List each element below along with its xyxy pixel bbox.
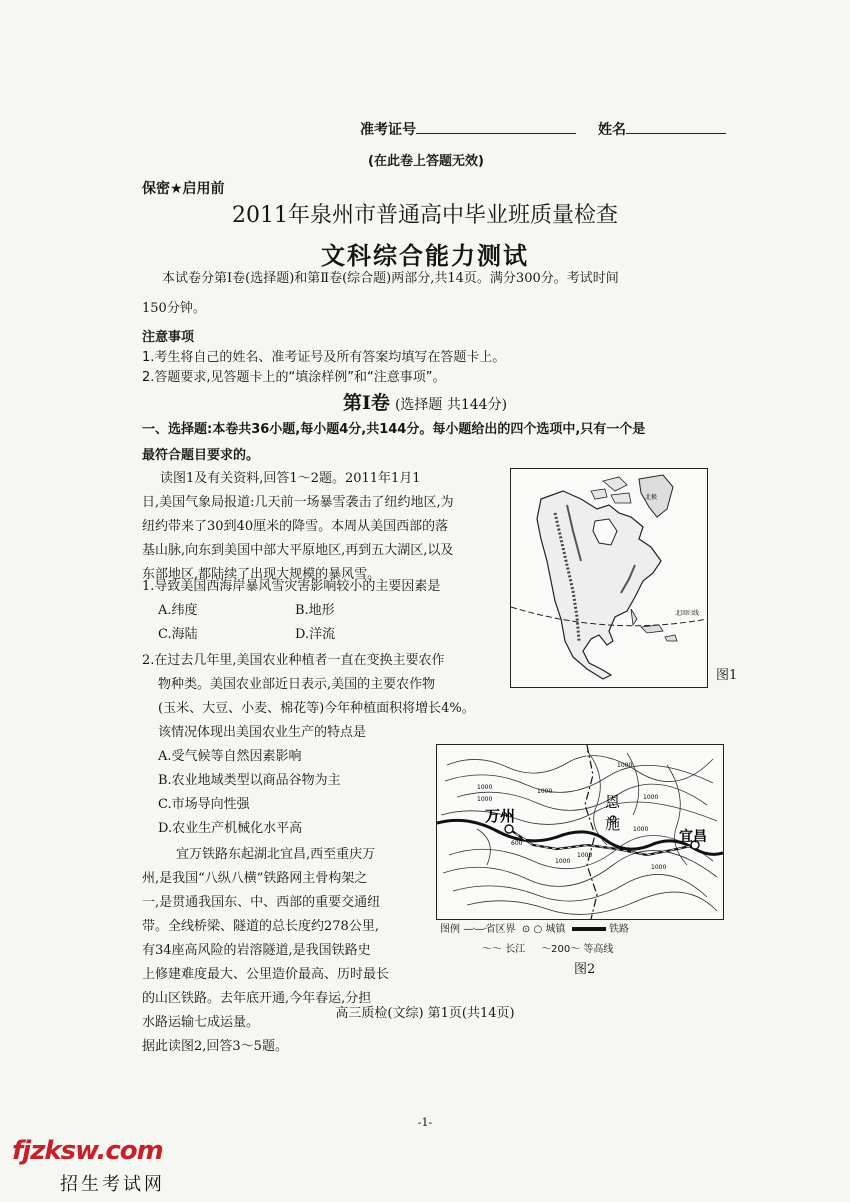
q2-stem-line-1: 2.在过去几年里,美国农业种植者一直在变换主要农作 [142, 653, 445, 668]
city-yichang: 宜昌 [679, 829, 707, 845]
passage1-line-3: 纽约带来了30到40厘米的降雪。本周从美国西部的落 [142, 519, 449, 534]
passage2-end: 据此读图2,回答3～5题。 [142, 1039, 288, 1054]
yiwan-railway-map-graphic [437, 745, 723, 919]
note-item-1: 1.考生将自己的姓名、准考证号及所有答案均填写在答题卡上。 [142, 350, 506, 365]
note-item-2: 2.答题要求,见答题卡上的“填涂样例”和“注意事项”。 [142, 370, 446, 385]
legend-town: 城镇 [545, 924, 566, 935]
legend-river: 长江 [505, 944, 526, 955]
figure-1-map [510, 468, 708, 688]
section-instruction-line-2: 最符合题目要求的。 [142, 448, 260, 463]
exam-id-blank [416, 119, 576, 134]
q2-option-b: B.农业地域类型以商品谷物为主 [158, 773, 341, 788]
contour-label: 600 [511, 840, 523, 847]
figure-2-legend-row-2 [482, 940, 613, 955]
q2-option-d: D.农业生产机械化水平高 [158, 821, 303, 836]
figure-1-caption: 图1 [716, 668, 738, 683]
contour-label: 1000 [651, 864, 667, 871]
q2-stem-line-2: 物种类。美国农业部近日表示,美国的主要农作物 [158, 677, 436, 692]
site-logo: fjzksw.com [12, 1136, 163, 1166]
q1-option-c: C.海陆 [158, 627, 198, 642]
legend-river-icon: 〜〜 [482, 944, 502, 955]
passage2-line-1: 宜万铁路东起湖北宜昌,西至重庆万 [176, 847, 376, 862]
q2-stem-line-4: 该情况体现出美国农业生产的特点是 [158, 725, 367, 740]
legend-town-icon: ⊙ ○ [521, 924, 543, 935]
figure-2-caption: 图2 [574, 962, 596, 977]
contour-label: 1000 [477, 784, 493, 791]
passage1-line-2: 日,美国气象局报道:几天前一场暴雪袭击了纽约地区,为 [142, 495, 454, 510]
exam-subtitle: 文科综合能力测试 [321, 241, 529, 270]
notes-heading: 注意事项 [142, 330, 195, 345]
legend-title: 图例 [440, 924, 460, 935]
exam-id-label: 准考证号 [360, 122, 416, 138]
exam-title: 2011年泉州市普通高中毕业班质量检查 [232, 203, 618, 228]
name-field [598, 118, 726, 143]
intro-line-1: 本试卷分第Ⅰ卷(选择题)和第Ⅱ卷(综合题)两部分,共14页。满分300分。考试时间 [162, 271, 619, 286]
passage1-line-4: 基山脉,向东到美国中部大平原地区,再到五大湖区,以及 [142, 543, 454, 558]
legend-contour-icon: ～ [541, 944, 552, 955]
legend-contour: 等高线 [583, 944, 614, 955]
secret-label: 保密★启用前 [142, 181, 225, 197]
name-blank [626, 119, 726, 134]
passage2-line-5: 有34座高风险的岩溶隧道,是我国铁路史 [142, 943, 371, 958]
q2-option-c: C.市场导向性强 [158, 797, 250, 812]
section-instruction-line-1: 一、选择题:本卷共36小题,每小题4分,共144分。每小题给出的四个选项中,只有一个是 [142, 422, 646, 437]
passage1-line-5: 东部地区,都陆续了出现大规模的暴风雪。 [142, 567, 381, 582]
section-title [0, 388, 850, 415]
site-logo-cn: 招生考试网 [60, 1174, 165, 1195]
figure-2-legend: 图例 —·—·省区界 ⊙ ○ 城镇 铁路 [440, 924, 629, 935]
intro-line-2: 150分钟。 [142, 301, 206, 316]
contour-label: 1000 [555, 858, 571, 865]
section-title-main: 第Ⅰ卷 [342, 392, 390, 414]
contour-label: 1000 [477, 796, 493, 803]
answer-invalid-notice: (在此卷上答题无效) [368, 154, 484, 169]
q1-option-d: D.洋流 [295, 627, 336, 642]
contour-label: 1000 [643, 794, 659, 801]
map-char-en: 恩 [605, 793, 621, 811]
section-title-sub: (选择题 共144分) [394, 397, 508, 413]
contour-label: 1000 [633, 826, 649, 833]
name-label: 姓名 [598, 122, 626, 138]
passage2-line-6: 上修建难度最大、公里造价最高、历时最长 [142, 967, 390, 982]
passage2-line-3: 一,是贯通我国东、中、西部的重要交通纽 [142, 895, 381, 910]
figure-2-map [436, 744, 724, 920]
passage2-line-7: 的山区铁路。去年底开通,今年春运,分担 [142, 991, 372, 1006]
passage1-line-1: 读图1及有关资料,回答1～2题。2011年1月1 [160, 471, 421, 486]
legend-boundary: 省区界 [485, 924, 516, 935]
tropic-label: 北回归线 [675, 610, 700, 617]
passage2-line-4: 带。全线桥梁、隧道的总长度约278公里, [142, 919, 379, 934]
contour-label: 1000 [617, 762, 633, 769]
contour-label: 1000 [537, 788, 553, 795]
legend-contour-value: 200 [551, 944, 571, 955]
legend-railway-icon [572, 927, 606, 931]
exam-id-field [360, 118, 576, 143]
city-wanzhou: 万州 [485, 807, 516, 825]
page-footer-info: 高三质检(文综) 第1页(共14页) [335, 1006, 515, 1021]
legend-railway: 铁路 [608, 924, 629, 935]
q1-option-b: B.地形 [295, 603, 335, 618]
q1-option-a: A.纬度 [158, 603, 198, 618]
q2-stem-line-3: (玉米、大豆、小麦、棉花等)今年种植面积将增长4%。 [158, 701, 475, 716]
arctic-label: 北极 [645, 494, 658, 501]
passage2-line-8: 水路运输七成运量。 [142, 1015, 260, 1030]
q2-option-a: A.受气候等自然因素影响 [158, 749, 302, 764]
contour-label: 1000 [577, 852, 593, 859]
q1-stem: 1.导致美国西海岸暴风雪灾害影响较小的主要因素是 [142, 579, 441, 594]
map-char-shi: 施 [605, 815, 621, 833]
passage2-line-2: 州,是我国“八纵八横”铁路网主骨构架之 [142, 871, 368, 886]
page-number: -1- [417, 1116, 433, 1129]
legend-contour-icon: ～ [570, 944, 581, 955]
north-america-map-graphic [511, 469, 707, 687]
